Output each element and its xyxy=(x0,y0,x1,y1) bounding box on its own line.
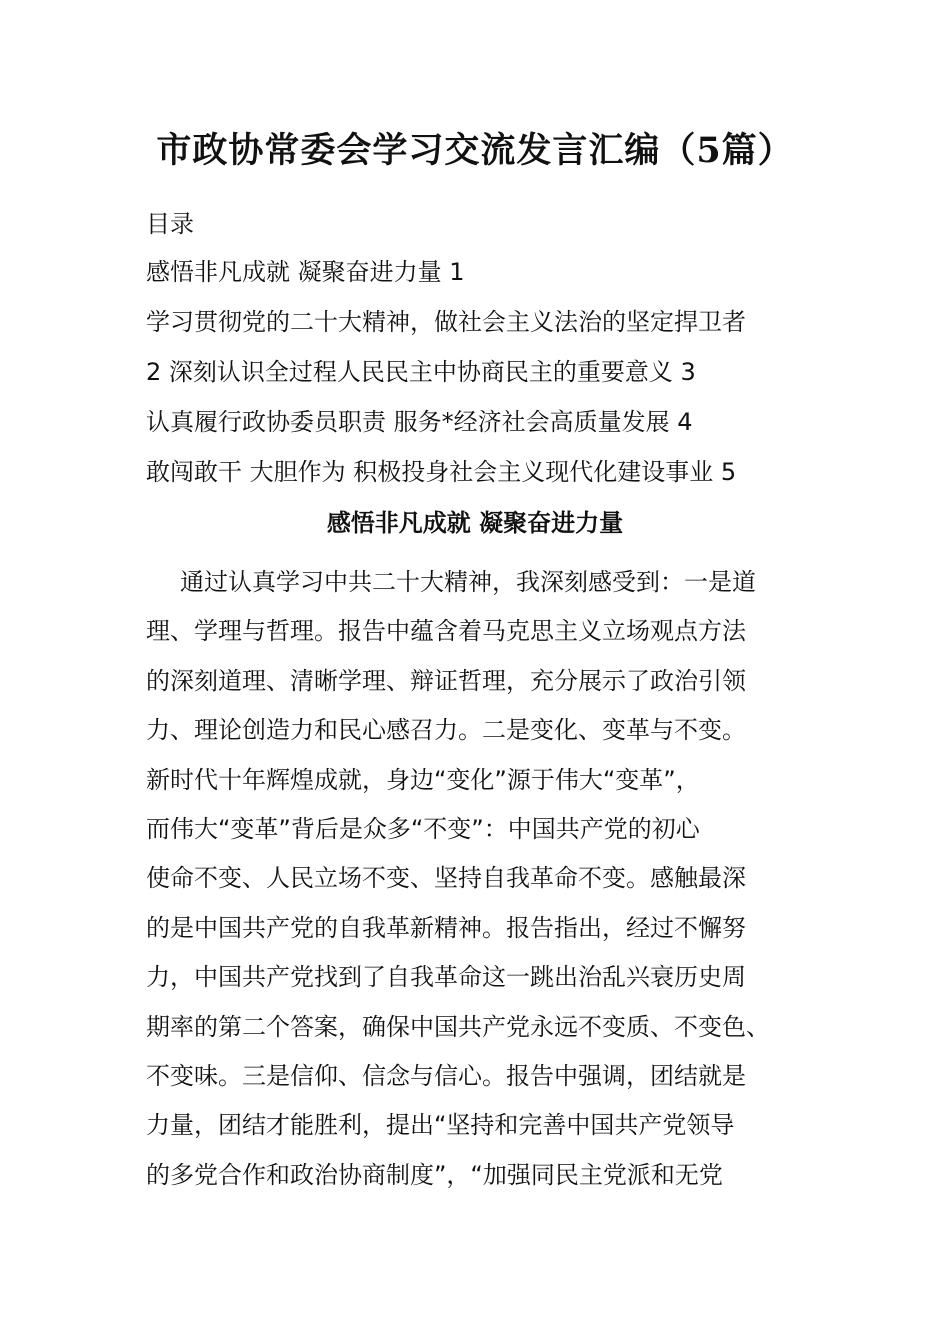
body-line: 使命不变、人民立场不变、坚持自我革命不变。感触最深 xyxy=(146,864,746,893)
body-line: 的深刻道理、清晰学理、辩证哲理，充分展示了政治引领 xyxy=(146,666,746,695)
toc-line: 学习贯彻党的二十大精神，做社会主义法治的坚定捍卫者 xyxy=(146,308,746,336)
body-line: 期率的第二个答案，确保中国共产党永远不变质、不变色、 xyxy=(146,1012,770,1041)
toc-line: 2 深刻认识全过程人民民主中协商民主的重要意义 3 xyxy=(146,358,696,386)
toc-line: 感悟非凡成就 凝聚奋进力量 1 xyxy=(146,258,465,286)
body-line: 力、理论创造力和民心感召力。二是变化、变革与不变。 xyxy=(146,716,746,745)
section-body xyxy=(146,558,806,1200)
body-line: 不变味。三是信仰、信念与信心。报告中强调，团结就是 xyxy=(146,1061,746,1090)
toc-line: 敢闯敢干 大胆作为 积极投身社会主义现代化建设事业 5 xyxy=(146,458,737,486)
section-title: 感悟非凡成就 凝聚奋进力量 xyxy=(326,509,624,537)
body-line: 新时代十年辉煌成就，身边“变化”源于伟大“变革”， xyxy=(146,765,700,794)
body-line: 力，中国共产党找到了自我革命这一跳出治乱兴衰历史周 xyxy=(146,963,746,992)
body-line: 而伟大“变革”背后是众多“不变”：中国共产党的初心 xyxy=(146,814,700,843)
body-line: 理、学理与哲理。报告中蕴含着马克思主义立场观点方法 xyxy=(146,617,746,646)
document-title: 市政协常委会学习交流发言汇编（5篇） xyxy=(156,130,794,171)
toc-line: 认真履行政协委员职责 服务*经济社会高质量发展 4 xyxy=(146,408,693,436)
body-line: 的多党合作和政治协商制度”，“加强同民主党派和无党 xyxy=(146,1160,723,1189)
body-line: 通过认真学习中共二十大精神，我深刻感受到：一是道 xyxy=(180,568,756,596)
body-line: 的是中国共产党的自我革新精神。报告指出，经过不懈努 xyxy=(146,913,746,942)
toc-heading: 目录 xyxy=(146,210,194,238)
body-line: 力量，团结才能胜利，提出“坚持和完善中国共产党领导 xyxy=(146,1111,735,1140)
